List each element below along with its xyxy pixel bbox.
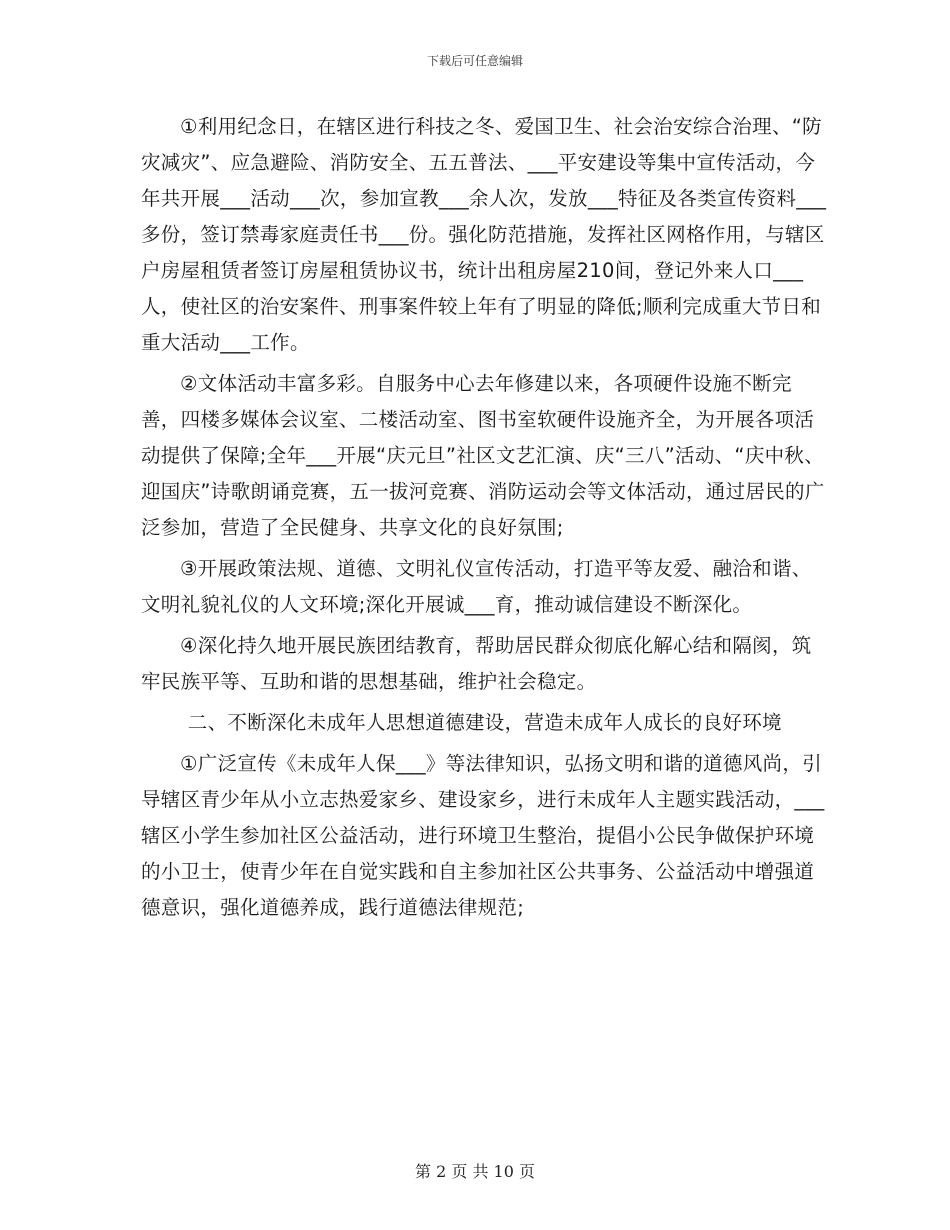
paragraph-minors-law-publicity: ①广泛宣传《未成年人保___》等法律知识，弘扬文明和谐的道德风尚，引导辖区青少年从小立志热爱家乡、建设家乡，进行未成年人主题实践活动，___辖区小学生参加社区公益活动，进行环境卫生整治，提倡小公民争做保护环境的小卫士，使青少年在自觉实践和自主参加社区公共事务、公益活动中增强道德意识，强化道德养成，践行道德法律规范; (141, 752, 825, 919)
section-heading-minors: 二、不断深化未成年人思想道德建设，营造未成年人成长的良好环境 (187, 711, 782, 734)
document-body (141, 109, 831, 931)
paragraph-ethnic-unity: ④深化持久地开展民族团结教育，帮助居民群众彻底化解心结和隔阂，筑牢民族平等、互助和谐的思想基础，维护社会稳定。 (141, 634, 812, 693)
page-header-note: 下载后可任意编辑 (426, 54, 523, 68)
paragraph-policy-ethics: ③开展政策法规、道德、文明礼仪宣传活动，打造平等友爱、融洽和谐、文明礼貌礼仪的人文环境;深化开展诚___育，推动诚信建设不断深化。 (141, 557, 812, 616)
paragraph-cultural-sports: ②文体活动丰富多彩。自服务中心去年修建以来，各项硬件设施不断完善，四楼多媒体会议室、二楼活动室、图书室软硬件设施齐全，为开展各项活动提供了保障;全年___开展“庆元旦”社区文艺汇演、庆“三八”活动、“庆中秋、迎国庆”诗歌朗诵竞赛，五一拔河竞赛、消防运动会等文体活动，通过居民的广泛参加，营造了全民健身、共享文化的良好氛围; (141, 372, 825, 539)
paragraph-publicity-activities: ①利用纪念日，在辖区进行科技之冬、爱国卫生、社会治安综合治理、“防灾减灾”、应急避险、消防安全、五五普法、___平安建设等集中宣传活动，今年共开展___活动___次，参加宣教___余人次，发放___特征及各类宣传资料___多份，签订禁毒家庭责任书___份。强化防范措施，发挥社区网格作用，与辖区户房屋租赁者签订房屋租赁协议书，统计出租房屋210间，登记外来人口___人，使社区的治安案件、刑事案件较上年有了明显的降低;顺利完成重大节日和重大活动___工作。 (141, 115, 827, 354)
page-number-footer: 第 2 页 共 10 页 (415, 1162, 535, 1181)
